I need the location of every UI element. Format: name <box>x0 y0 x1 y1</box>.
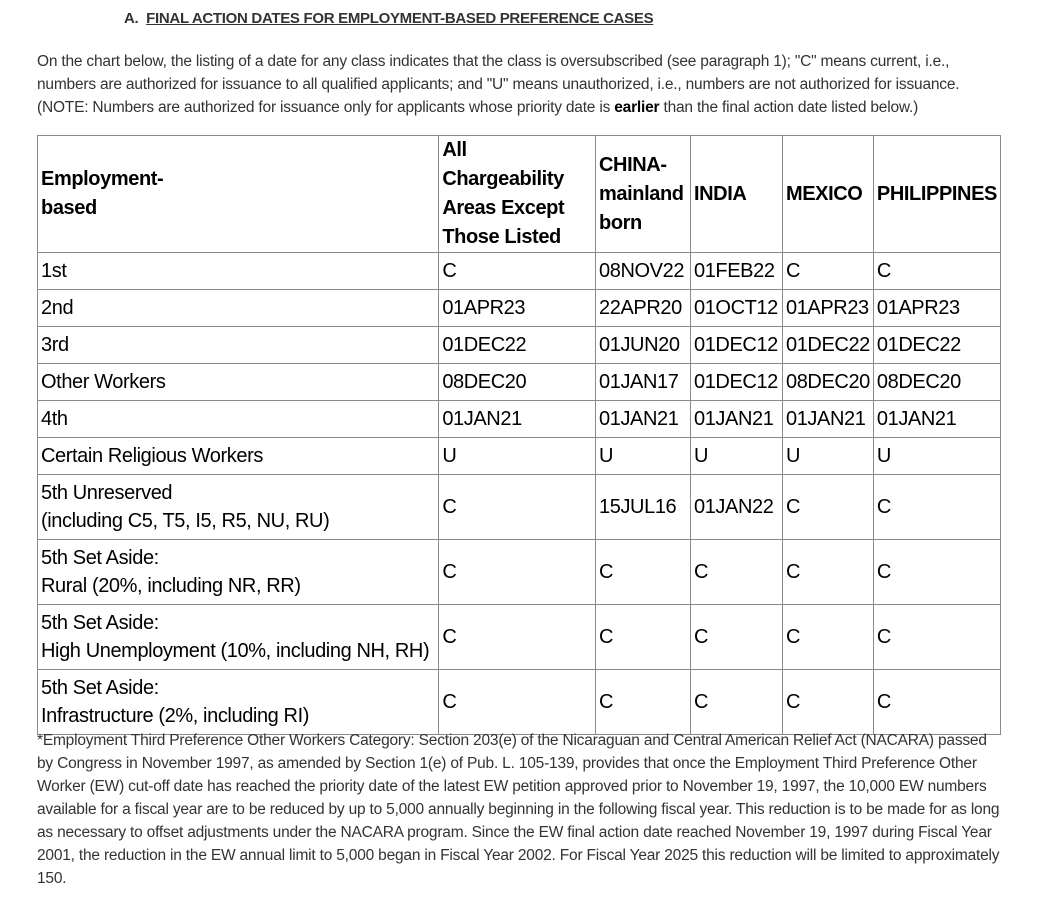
cell-china: C <box>596 605 691 670</box>
header-line: based <box>41 197 97 219</box>
row-label <box>38 475 439 540</box>
intro-paragraph <box>37 50 997 119</box>
cell-all-chargeability: C <box>439 540 596 605</box>
cell-mexico: 01DEC22 <box>782 327 873 364</box>
header-employment-based <box>38 136 439 253</box>
section-title: FINAL ACTION DATES FOR EMPLOYMENT-BASED PREFERENCE CASES <box>146 10 654 27</box>
cell-mexico: C <box>782 253 873 290</box>
table-header-row <box>38 136 1001 253</box>
cell-philippines: C <box>873 540 1000 605</box>
table-row <box>38 670 1001 735</box>
header-line: CHINA- <box>599 153 667 176</box>
header-line: INDIA <box>693 182 747 205</box>
cell-all-chargeability: 01JAN21 <box>439 401 596 438</box>
row-label-line: Infrastructure (2%, including RI) <box>41 705 310 727</box>
row-label-line: Rural (20%, including NR, RR) <box>41 575 301 597</box>
cell-all-chargeability: 01DEC22 <box>439 327 596 364</box>
row-label-line: (including C5, T5, I5, R5, NU, RU) <box>41 510 330 532</box>
table-row <box>38 540 1001 605</box>
cell-china: 15JUL16 <box>596 475 691 540</box>
cell-india: C <box>690 670 782 735</box>
cell-india: 01JAN22 <box>690 475 782 540</box>
cell-philippines: C <box>873 475 1000 540</box>
header-line: Those Listed <box>442 226 561 248</box>
row-label-line: 5th Set Aside: <box>41 677 159 699</box>
cell-india: C <box>690 605 782 670</box>
cell-philippines: 01DEC22 <box>873 327 1000 364</box>
cell-mexico: U <box>782 438 873 475</box>
cell-india: C <box>690 540 782 605</box>
cell-mexico: 01JAN21 <box>782 401 873 438</box>
cell-all-chargeability: C <box>439 605 596 670</box>
cell-china: C <box>596 540 691 605</box>
cell-philippines: 08DEC20 <box>873 364 1000 401</box>
final-action-dates-table <box>37 135 1001 735</box>
header-philippines <box>873 136 1000 253</box>
cell-india: 01JAN21 <box>690 401 782 438</box>
table-row <box>38 327 1001 364</box>
row-label-line: Other Workers <box>41 371 166 393</box>
cell-all-chargeability: C <box>439 475 596 540</box>
header-line: mainland <box>599 182 684 205</box>
cell-china: C <box>596 670 691 735</box>
table-row <box>38 438 1001 475</box>
cell-mexico: C <box>782 475 873 540</box>
table-row <box>38 401 1001 438</box>
cell-philippines: C <box>873 605 1000 670</box>
cell-china: U <box>596 438 691 475</box>
cell-india: 01FEB22 <box>690 253 782 290</box>
row-label <box>38 438 439 475</box>
cell-india: 01DEC12 <box>690 364 782 401</box>
nacara-footnote: *Employment Third Preference Other Workers Category: Section 203(e) of the Nicaraguan and Central American Relief Act (NACARA) passed by Congress in November 1997, as amended by Section 1(e) of Pub. L. 105-139, provides that once the Employment Third Preference Other Worker (EW) cut-off date has reached the priority date of the latest EW petition approved prior to November 19, 1997, the 10,000 EW numbers available for a fiscal year are to be reduced by up to 5,000 annually beginning in the following fiscal year. This reduction is to be made for as long as necessary to offset adjustments under the NACARA program. Since the EW final action date reached November 19, 1997 during Fiscal Year 2001, the reduction in the EW annual limit to 5,000 began in Fiscal Year 2002. For Fiscal Year 2025 this reduction will be limited to approximately 150. <box>37 732 1000 887</box>
row-label-line: 5th Set Aside: <box>41 547 159 569</box>
intro-text-part2: than the final action date listed below.) <box>659 99 919 116</box>
header-line: Employment- <box>41 168 164 190</box>
cell-philippines: C <box>873 670 1000 735</box>
cell-india: 01OCT12 <box>690 290 782 327</box>
cell-mexico: 08DEC20 <box>782 364 873 401</box>
row-label-line: 4th <box>41 408 68 430</box>
cell-china: 22APR20 <box>596 290 691 327</box>
cell-all-chargeability: 08DEC20 <box>439 364 596 401</box>
header-line: MEXICO <box>785 182 863 205</box>
header-all-chargeability <box>439 136 596 253</box>
cell-china: 01JAN17 <box>596 364 691 401</box>
section-letter: A. <box>124 10 139 27</box>
cell-india: 01DEC12 <box>690 327 782 364</box>
cell-all-chargeability: C <box>439 670 596 735</box>
cell-philippines: 01JAN21 <box>873 401 1000 438</box>
table-row <box>38 290 1001 327</box>
cell-mexico: 01APR23 <box>782 290 873 327</box>
cell-mexico: C <box>782 670 873 735</box>
header-china <box>596 136 691 253</box>
table-row <box>38 605 1001 670</box>
cell-philippines: C <box>873 253 1000 290</box>
row-label <box>38 605 439 670</box>
intro-emphasis: earlier <box>614 99 660 116</box>
header-line: All Chargeability <box>442 139 564 190</box>
intro-text-part1: On the chart below, the listing of a date for any class indicates that the class is oversubscribed (see paragraph 1); "C" means current, i.e., numbers are authorized for issuance to all qualified applicants; and "U" means unauthorized, i.e., numbers are not authorized for issuance. (NOTE: Numbers are authorized for issuance only for applicants whose priority date is <box>37 53 960 116</box>
cell-mexico: C <box>782 605 873 670</box>
cell-mexico: C <box>782 540 873 605</box>
cell-all-chargeability: U <box>439 438 596 475</box>
row-label <box>38 401 439 438</box>
row-label-line: High Unemployment (10%, including NH, RH) <box>41 640 430 662</box>
table-row <box>38 253 1001 290</box>
cell-china: 01JUN20 <box>596 327 691 364</box>
row-label <box>38 290 439 327</box>
row-label-line: 3rd <box>41 334 69 356</box>
header-india <box>690 136 782 253</box>
table-row <box>38 364 1001 401</box>
cell-philippines: U <box>873 438 1000 475</box>
cell-india: U <box>690 438 782 475</box>
header-line: born <box>599 211 642 234</box>
row-label <box>38 364 439 401</box>
row-label-line: Certain Religious Workers <box>41 445 263 467</box>
header-line: Areas Except <box>442 197 565 219</box>
row-label-line: 1st <box>41 260 67 282</box>
row-label <box>38 540 439 605</box>
header-mexico <box>782 136 873 253</box>
cell-all-chargeability: 01APR23 <box>439 290 596 327</box>
row-label-line: 5th Unreserved <box>41 482 173 504</box>
cell-philippines: 01APR23 <box>873 290 1000 327</box>
cell-china: 01JAN21 <box>596 401 691 438</box>
cell-china: 08NOV22 <box>596 253 691 290</box>
row-label-line: 5th Set Aside: <box>41 612 159 634</box>
row-label <box>38 670 439 735</box>
cell-all-chargeability: C <box>439 253 596 290</box>
row-label <box>38 327 439 364</box>
header-line: PHILIPPINES <box>876 182 997 205</box>
row-label-line: 2nd <box>41 297 74 319</box>
table-row <box>38 475 1001 540</box>
row-label <box>38 253 439 290</box>
section-heading <box>124 10 653 27</box>
